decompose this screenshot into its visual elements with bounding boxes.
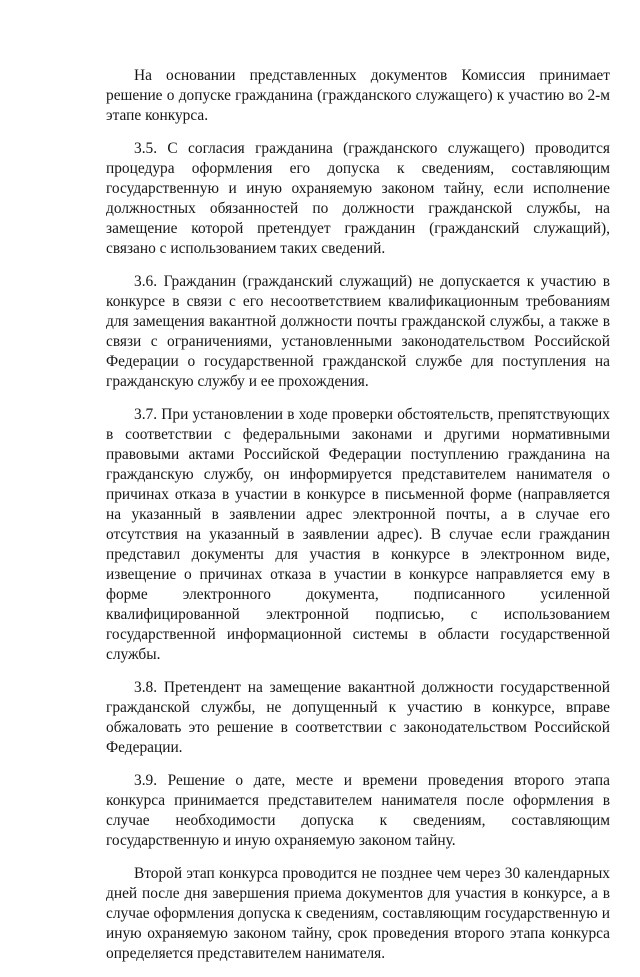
paragraph-admission-decision: На основании представленных документов Комиссия принимает решение о допуске гражданина (гражданского служащего) к участию во 2-м этапе конкурса. [106,67,610,124]
paragraph-3-5: 3.5. С согласия гражданина (гражданского служащего) проводится процедура оформления его допуска к сведениям, составляющим государственную и иную охраняемую законом тайну, если исполнение должностных обязанностей по должности гражданской службы, на замещение которой претендует гражданин (гражданский служащий), связано с использованием таких сведений. [106,140,610,257]
paragraph-3-9: 3.9. Решение о дате, месте и времени проведения второго этапа конкурса принимается представителем нанимателя после оформления в случае необходимости допуска к сведениям, составляющим государственную и иную охраняемую законом тайну. [106,772,610,849]
paragraph-3-8: 3.8. Претендент на замещение вакантной должности государственной гражданской службы, не допущенный к участию в конкурсе, вправе обжаловать это решение в соответствии с законодательством Российской Федерации. [106,679,610,756]
paragraph-3-7: 3.7. При установлении в ходе проверки обстоятельств, препятствующих в соответствии с федеральными законами и другими нормативными правовыми актами Российской Федерации поступлению гражданина на гражданскую службу, он информируется представителем нанимателя о причинах отказа в участии в конкурсе в письменной форме (направляется на указанный в заявлении адрес электронной почты, а в случае его отсутствия на указанный в заявлении адрес). В случае если гражданин представил документы для участия в конкурсе в электронном виде, извещение о причинах отказа в участии в конкурсе направляется ему в форме электронного документа, подписанного усиленной квалифицированной электронной подписью, с использованием государственной информационной системы в области государственной службы. [106,406,610,663]
document-page [106,66,610,977]
paragraph-3-6: 3.6. Гражданин (гражданский служащий) не допускается к участию в конкурсе в связи с его несоответствием квалификационным требованиям для замещения вакантной должности почты гражданской службы, а также в связи с ограничениями, установленными законодательством Российской Федерации о государственной гражданской службе для поступления на гражданскую службу и ее прохождения. [106,273,610,390]
paragraph-second-stage: Второй этап конкурса проводится не позднее чем через 30 календарных дней после дня завершения приема документов для участия в конкурсе, а в случае оформления допуска к сведениям, составляющим государственную и иную охраняемую законом тайну, срок проведения второго этапа конкурса определяется представителем нанимателя. [106,865,610,962]
